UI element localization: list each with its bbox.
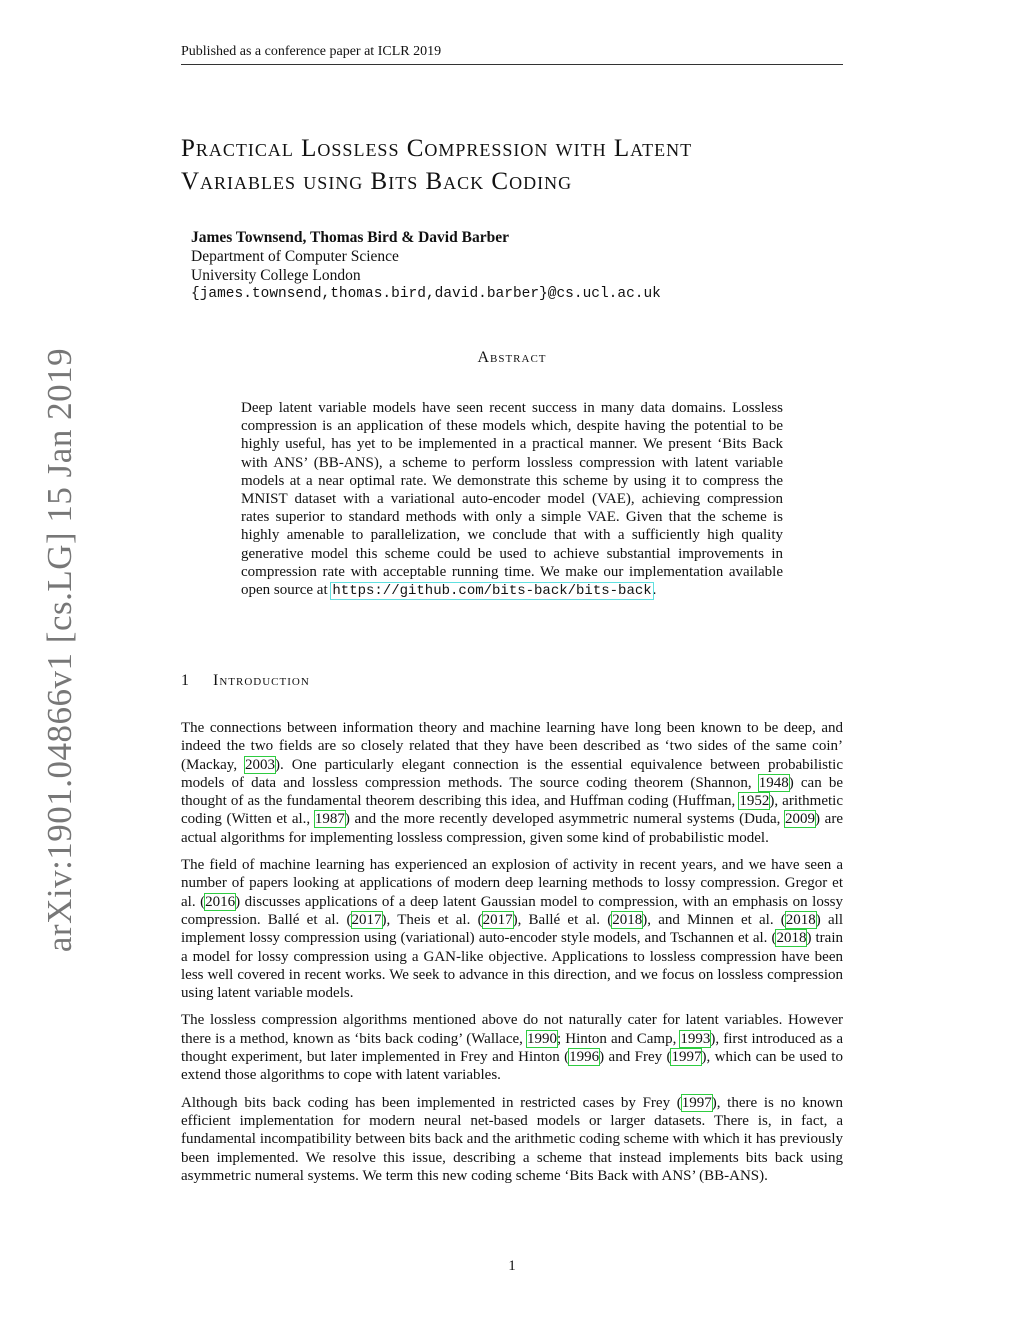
- author-block: [191, 228, 831, 304]
- abstract-body: [241, 399, 783, 600]
- paragraph-2: [181, 856, 843, 1002]
- paragraph-4: [181, 1094, 843, 1185]
- introduction-body: [181, 719, 843, 1194]
- text: ), there is no known efficient implementation for modern neural net-based models or larger datasets. There is, in fact, a fundamental incompatibility between bits back and the arithmetic coding scheme with which it has previously been implemented. We resolve this issue, describing a scheme that instead implements bits back using asymmetric numeral systems. We term this new coding scheme ‘Bits Back with ANS’ (BB-ANS).: [181, 1094, 843, 1184]
- text: ) can be thought of as the fundamental theorem describing this idea, and Huffman coding (Huffman,: [181, 774, 844, 810]
- text: ) and the more recently developed asymmetric numeral systems (Duda,: [344, 811, 786, 828]
- citation-link[interactable]: 2016: [205, 893, 236, 910]
- arxiv-stamp: arXiv:1901.04866v1 [cs.LG] 15 Jan 2019: [40, 347, 79, 953]
- citation-link[interactable]: 2017: [482, 911, 513, 928]
- text: ), Ballé et al. (: [512, 911, 613, 928]
- text: ), Theis et al. (: [381, 911, 483, 928]
- author-department: Department of Computer Science: [191, 248, 399, 265]
- citation-link[interactable]: 2003: [245, 756, 276, 773]
- author-names: James Townsend, Thomas Bird & David Barber: [191, 229, 509, 246]
- text: ), which can be used to extend those algorithms to cope with latent variables.: [181, 1049, 843, 1084]
- text: ) are actual algorithms for implementing lossless compression, given some kind of probabilistic model.: [181, 811, 843, 846]
- citation-link[interactable]: 2017: [351, 911, 382, 928]
- text: Although bits back coding has been implemented in restricted cases by Frey (: [181, 1094, 682, 1111]
- text: ) and Frey (: [599, 1049, 672, 1066]
- citation-link[interactable]: 1993: [680, 1030, 711, 1047]
- page-number: 1: [508, 1258, 516, 1274]
- abstract-heading: Abstract: [477, 349, 547, 366]
- text: The connections between information theory and machine learning have long been known to be deep, and indeed the two fields are so closely related that they have been described as ‘two sides of the same coin’ (Mackay,: [181, 720, 843, 773]
- text: ) train a model for lossy compression using a GAN-like objective. Applications to lossless compression have been less well covered in recent works. We seek to advance in this direction, and we focus on lossless compression using latent variable models.: [181, 930, 844, 1002]
- citation-link[interactable]: 1987: [314, 811, 345, 828]
- paper-title: [181, 132, 851, 198]
- citation-link[interactable]: 1952: [739, 793, 770, 810]
- abstract-end: .: [652, 582, 657, 599]
- text: ) all implement lossy compression using (variational) auto-encoder style models, and Tschannen et al. (: [181, 911, 844, 947]
- citation-link[interactable]: 2018: [776, 930, 807, 947]
- text: ). One particularly elegant connection is the essential equivalence between probabilistic models of data and lossless compression methods. The source coding theorem (Shannon,: [181, 756, 843, 791]
- citation-link[interactable]: 2018: [612, 911, 643, 928]
- citation-link[interactable]: 1997: [681, 1094, 712, 1111]
- code-url-link[interactable]: https://github.com/bits-back/bits-back: [332, 583, 652, 600]
- text: ) discusses applications of a deep latent Gaussian model to compression, with an emphasis on lossy compression. Ballé et al. (: [181, 893, 843, 928]
- running-header: Published as a conference paper at ICLR 2019: [181, 44, 843, 65]
- citation-link[interactable]: 1990: [526, 1030, 557, 1047]
- text: ), arithmetic coding (Witten et al.,: [181, 793, 843, 828]
- title-line-2: Variables using Bits Back Coding: [181, 168, 573, 195]
- author-email[interactable]: {james.townsend,thomas.bird,david.barber}@cs.ucl.ac.uk: [191, 286, 661, 302]
- text: The lossless compression algorithms mentioned above do not naturally cater for latent variables. However there is a method, known as ‘bits back coding’ (Wallace,: [181, 1012, 843, 1047]
- citation-link[interactable]: 2009: [785, 811, 816, 828]
- section-heading-introduction: [181, 672, 843, 690]
- text: The field of machine learning has experienced an explosion of activity in recent years, and we have seen a number of papers looking at applications of modern deep learning methods to lossy compression. Gregor et al. (: [181, 857, 843, 910]
- abstract-text: Deep latent variable models have seen recent success in many data domains. Lossless compression is an application of these models which, despite having the potential to be highly useful, has yet to be implemented in a practical manner. We present ‘Bits Back with ANS’ (BB-ANS), a scheme to perform lossless compression with latent variable models at a near optimal rate. We demonstrate this scheme by using it to compress the MNIST dataset with a variational auto-encoder model (VAE), achieving compression rates superior to standard methods with only a simple VAE. Given that the scheme is highly amenable to parallelization, we conclude that with a sufficiently high quality generative model this scheme could be used to achieve substantial improvements in compression rate with acceptable running time. We make our implementation available open source at: [241, 400, 783, 599]
- paragraph-1: [181, 719, 843, 847]
- citation-link[interactable]: 1997: [671, 1049, 702, 1066]
- text: ; Hinton and Camp,: [556, 1030, 681, 1047]
- section-title: Introduction: [213, 672, 310, 689]
- paragraph-3: [181, 1011, 843, 1084]
- citation-link[interactable]: 1996: [569, 1049, 600, 1066]
- citation-link[interactable]: 1948: [758, 774, 789, 791]
- text: ), and Minnen et al. (: [642, 911, 786, 928]
- title-line-1: Practical Lossless Compression with Latent: [181, 135, 693, 162]
- section-number: 1: [181, 672, 190, 689]
- citation-link[interactable]: 2018: [785, 911, 816, 928]
- author-university: University College London: [191, 267, 361, 284]
- text: ), first introduced as a thought experiment, but later implemented in Frey and Hinton (: [181, 1030, 843, 1066]
